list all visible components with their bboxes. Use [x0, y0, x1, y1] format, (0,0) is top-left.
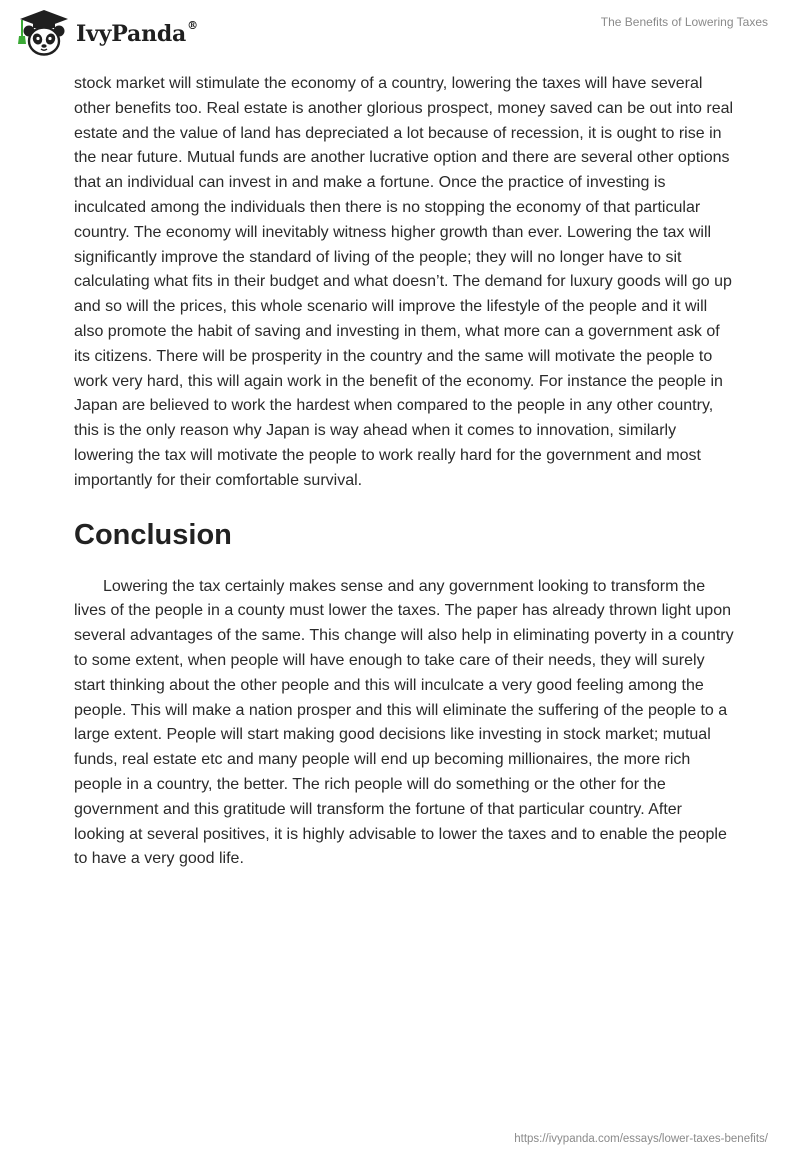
document-title: The Benefits of Lowering Taxes — [600, 15, 768, 29]
body-paragraph: stock market will stimulate the economy of a country, lowering the taxes will have several other benefits too. Real estate is another glorious prospect, money saved can be out into real estate and the value of land has depreciated a lot because of recession, it is ought to rise in the near future. Mutual funds are another lucrative option and there are several other options that an individual can invest in and make a fortune. Once the practice of investing is inculcated among the individuals then there is no stopping the economy of that particular country. The economy will inevitably witness higher growth than ever. Lowering the tax will significantly improve the standard of living of the people; they will no longer have to sit calculating what fits in their budget and what doesn’t. The demand for luxury goods will go up and so will the prices, this whole scenario will improve the lifestyle of the people and it will also promote the habit of saving and investing in them, what more can a government ask of its citizens. There will be prosperity in the country and the same will motivate the people to work very hard, this will again work in the benefit of the economy. For instance the people in Japan are believed to work the hardest when compared to the people in any other country, this is the only reason why Japan is way ahead when it comes to innovation, similarly lowering the tax will motivate the people to work really hard for the government and most importantly for their comfortable survival. — [74, 75, 734, 489]
conclusion-paragraph: Lowering the tax certainly makes sense and any government looking to transform the lives of the people in a county must lower the taxes. The paper has already thrown light upon several advantages of the same. This change will also help in eliminating poverty in a country to some extent, when people will have enough to take care of their needs, they will surely start thinking about the other people and this will inculcate a very good feeling among the people. This will make a nation prosper and this will eliminate the suffering of the people to a large extent. People will start making good decisions like investing in stock market; mutual funds, real estate etc and many people will end up becoming millionaires, the more rich people in a country, the better. The rich people will do something or the other for the government and this gratitude will transform the fortune of that particular country. After looking at several positives, it is highly advisable to lower the taxes and to enable the people to have a very good life. — [74, 577, 734, 868]
conclusion-heading: Conclusion — [74, 518, 232, 551]
registered-mark: ® — [187, 18, 198, 32]
source-url[interactable]: https://ivypanda.com/essays/lower-taxes-benefits/ — [514, 1133, 768, 1145]
page-header — [0, 0, 800, 70]
panda-graduate-logo-icon — [14, 8, 74, 60]
brand-name: IvyPanda® — [76, 18, 198, 47]
ivypanda-logo[interactable] — [14, 8, 198, 60]
essay-content — [74, 72, 734, 872]
